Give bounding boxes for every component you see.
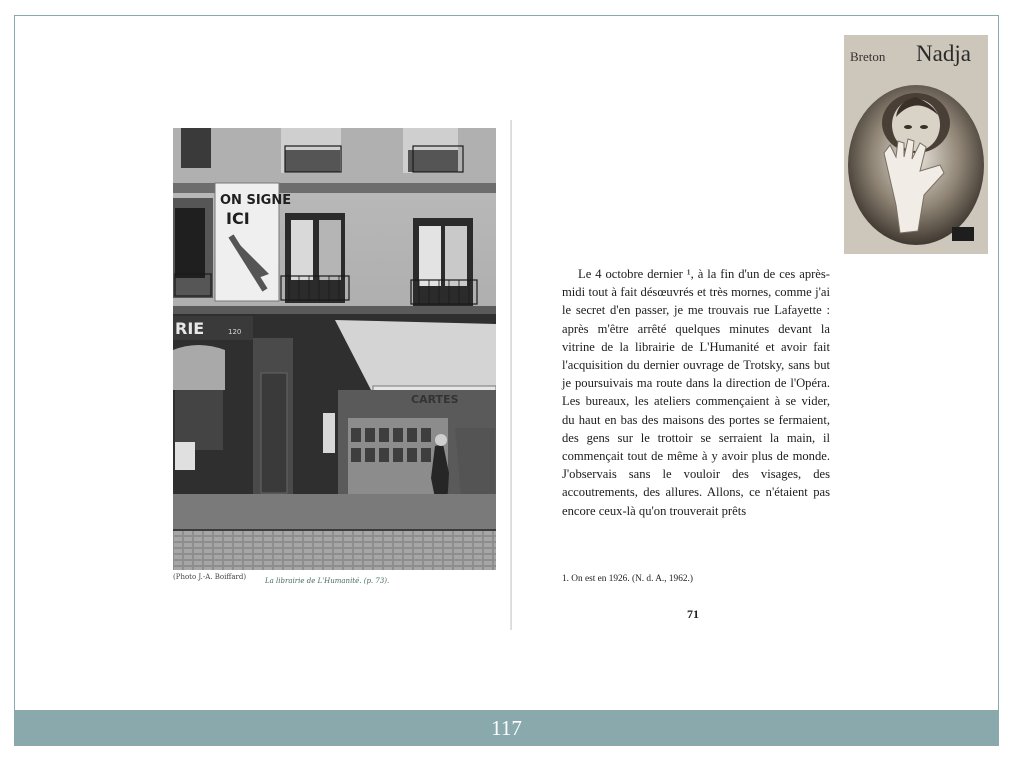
photo-credit: (Photo J.-A. Boiffard) (173, 573, 247, 581)
shop-sign-number: 120 (228, 328, 242, 336)
photo-caption: La librairie de L'Humanité. (p. 73). (265, 577, 390, 585)
poster-text-line1: ON SIGNE (220, 193, 292, 208)
book-cover (844, 35, 988, 254)
cover-author: Breton (850, 49, 886, 64)
footnote: 1. On est en 1926. (N. d. A., 1962.) (562, 574, 693, 584)
book-page-number: 71 (687, 607, 699, 621)
slide-footer (14, 710, 999, 746)
slide-page-number: 117 (491, 716, 522, 740)
paragraph: Le 4 octobre dernier ¹, à la fin d'un de ces après-midi tout à fait désœuvrés et très mornes, comme j'ai le secret d'en passer, je me trouvais rue Lafayette : après m'être arrêté quelques minutes devant la vitrine de la librairie de L'Humanité et avoir fait l'acquisition du dernier ouvrage de Trotsky, sans but je poursuivais ma route dans la direction de l'Opéra. Les bureaux, les ateliers commençaient à se vider, du haut en bas des maisons des portes se fermaient, des gens sur le trottoir se serraient la main, il commençait tout de même à y avoir plus de monde. J'observais sans le vouloir des visages, des accoutrements, des allures. Allons, ce n'étaient pas encore ceux-là qu'on trouverait prêts (562, 267, 830, 518)
cover-title: Nadja (916, 41, 971, 66)
book-spread-scan (160, 120, 840, 635)
awning-text: CARTES (411, 393, 459, 406)
street-photo (173, 128, 496, 570)
book-gutter (510, 120, 512, 630)
poster-text-line2: ICI (226, 209, 250, 228)
body-text (562, 265, 830, 520)
shop-sign-text: RIE (175, 319, 205, 338)
